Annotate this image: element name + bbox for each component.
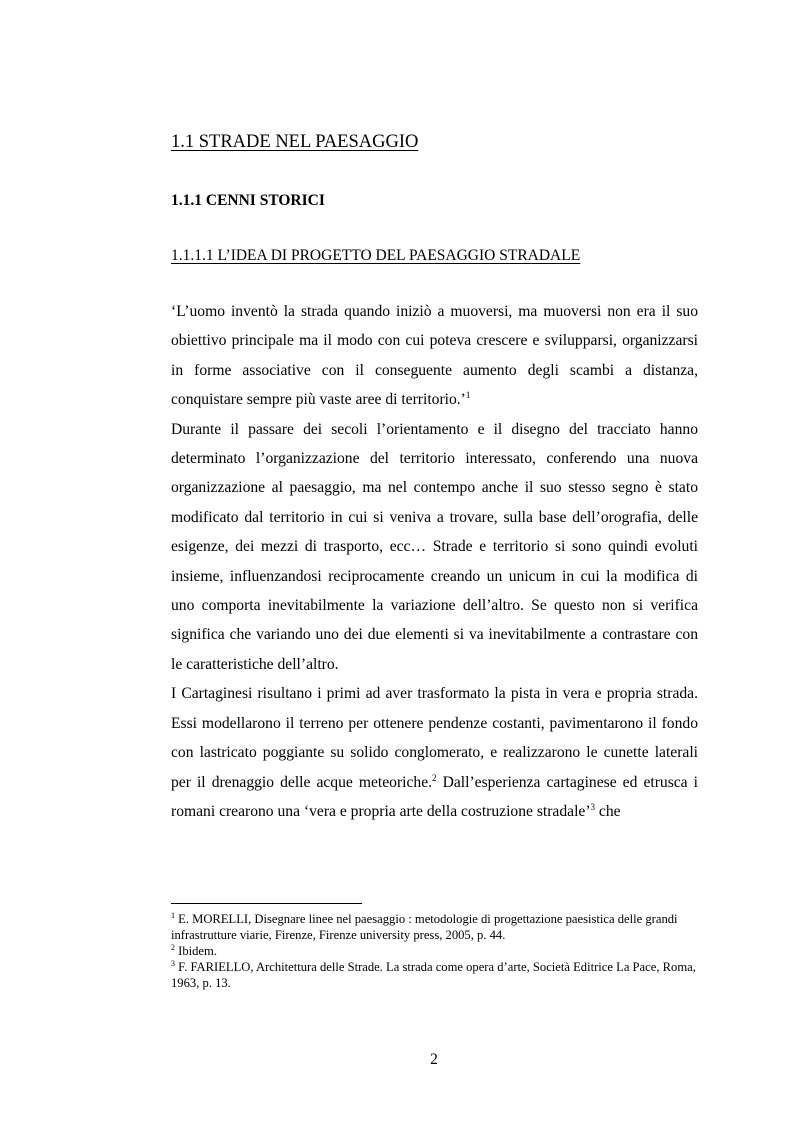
footnote-ref-2: 2 — [432, 772, 437, 783]
footnote-ref-1: 1 — [465, 390, 471, 401]
footnote-ref-3: 3 — [590, 801, 596, 812]
section-heading: 1.1 STRADE NEL PAESAGGIO — [171, 132, 419, 152]
footnote-text: E. MORELLI, Disegnare linee nel paesaggio : metodologie di progettazione paesistica delle grandi infrastrutture viarie, Firenze, Firenze university press, 2005, p. 44. — [171, 912, 678, 942]
footnote-separator — [171, 903, 362, 904]
footnote-1 — [171, 911, 698, 943]
footnote-2 — [171, 943, 698, 959]
footnote-text: F. FARIELLO, Architettura delle Strade. La strada come opera d’arte, Società Editrice La Pace, Roma, 1963, p. 13. — [171, 960, 696, 990]
paragraph-history: Durante il passare dei secoli l’orientamento e il disegno del tracciato hanno determinato l’organizzazione del territorio interessato, conferendo una nuova organizzazione al paesaggio, ma nel contempo anche il suo stesso segno è stato modificato dal territorio in cui si veniva a trovare, sulla base dell’orografia, delle esigenze, dei mezzi di trasporto, ecc… Strade e territorio si sono quindi evoluti insieme, influenzandosi reciprocamente creando un unicum in cui la modifica di uno comporta inevitabilmente la variazione dell’altro. Se questo non si verifica significa che variando uno dei due elementi si va inevitabilmente a contrastare con le caratteristiche dell’altro. — [171, 420, 698, 673]
footnote-3 — [171, 959, 698, 991]
paragraph-quote-text: ‘L’uomo inventò la strada quando iniziò a muoversi, ma muoversi non era il suo obiettivo principale ma il modo con cui poteva crescere e svilupparsi, organizzarsi in forme associative con il conseguente aumento degli scambi a distanza, conquistare sempre più vaste aree di territorio.’ — [171, 303, 698, 409]
paragraph-carthaginians-text-c: che — [595, 802, 621, 820]
paragraph-carthaginians — [171, 679, 698, 826]
subsubsection-heading: 1.1.1.1 L’IDEA DI PROGETTO DEL PAESAGGIO STRADALE — [171, 247, 581, 264]
footnote-text: Ibidem. — [175, 944, 217, 958]
paragraph-quote — [171, 297, 698, 415]
page-number: 2 — [430, 1051, 438, 1068]
footnote-number: 1 — [171, 910, 175, 920]
paragraph-carthaginians-text-a: I Cartaginesi risultano i primi ad aver trasformato la pista in vera e propria strada. Essi modellarono il terreno per ottenere pendenze costanti, pavimentarono il fondo con lastricato poggiante su solido conglomerato, e realizzarono le cunette laterali per il drenaggio delle acque meteoriche. — [171, 685, 698, 791]
paragraph-carthaginians-text-b: Dall’esperienza cartaginese ed etrusca i romani crearono una ‘vera e propria arte della costruzione stradale’ — [171, 773, 698, 820]
footnote-number: 3 — [171, 958, 175, 968]
footnotes — [171, 911, 698, 991]
body-text — [171, 297, 698, 826]
footnote-number: 2 — [171, 942, 175, 952]
subsection-heading: 1.1.1 CENNI STORICI — [171, 192, 325, 209]
